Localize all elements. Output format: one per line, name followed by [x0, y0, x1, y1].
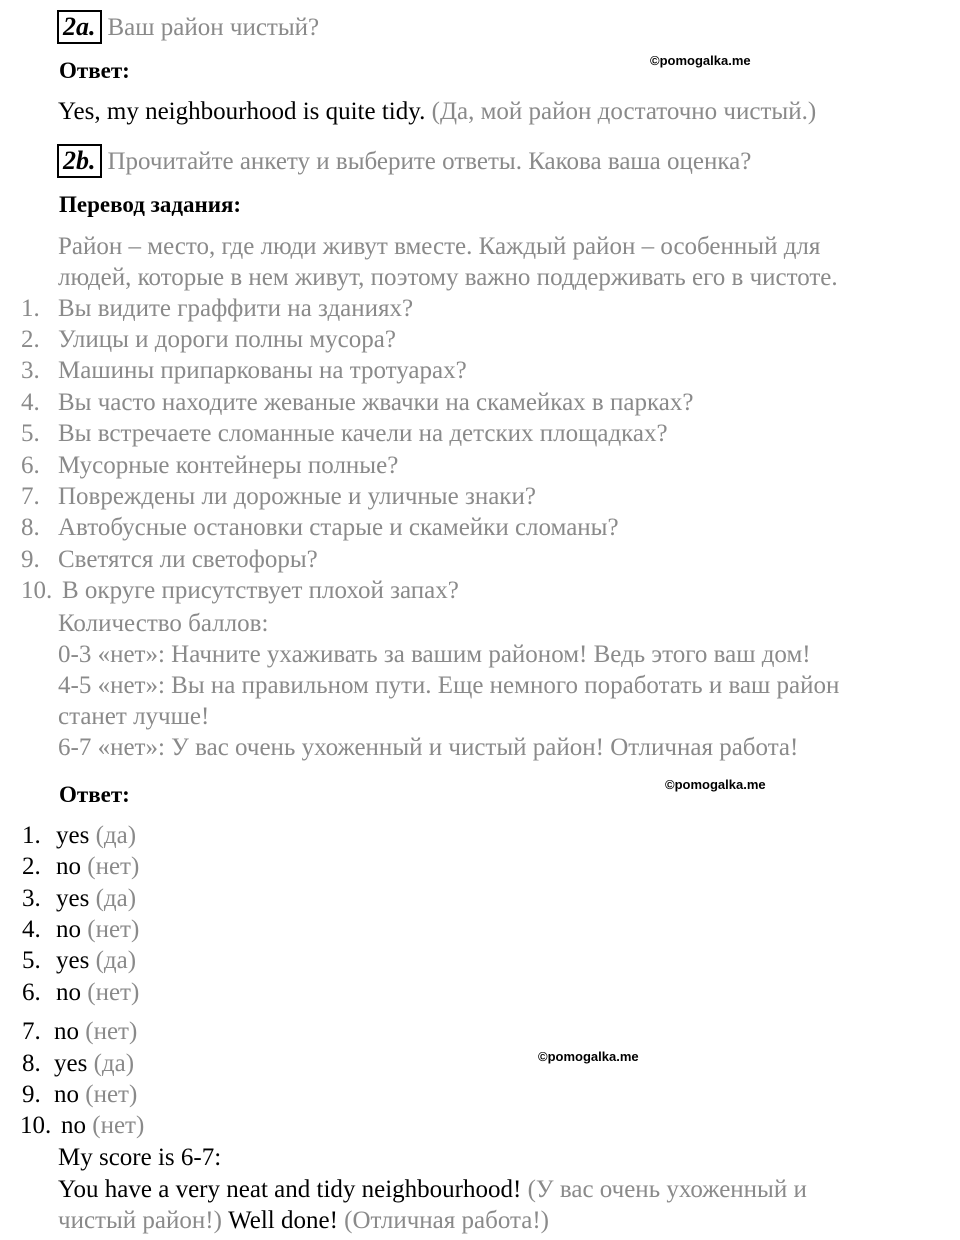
- score-0-3: 0-3 «нет»: Начните ухаживать за вашим районом! Ведь этого ваш дом!: [58, 641, 811, 668]
- final-line-2: [58, 1205, 549, 1236]
- answer-item: 3. yes (да): [22, 885, 137, 912]
- intro-line-2: людей, которые в нем живут, поэтому важно поддерживать его в чистоте.: [58, 264, 838, 291]
- answer-item: 6. no (нет): [22, 979, 140, 1006]
- answer-2a-russian: (Да, мой район достаточно чистый.): [431, 98, 817, 125]
- question-item: 5. Вы встречаете сломанные качели на детских площадках?: [21, 420, 668, 447]
- question-item: 2. Улицы и дороги полны мусора?: [21, 326, 396, 353]
- translation-label: Перевод задания:: [59, 192, 242, 217]
- score-6-7: 6-7 «нет»: У вас очень ухоженный и чистый район! Отличная работа!: [58, 734, 799, 761]
- score-4-5-line-1: 4-5 «нет»: Вы на правильном пути. Еще немного поработать и ваш район: [58, 672, 840, 699]
- final-line-1: [58, 1174, 807, 1205]
- answer-item: 4. no (нет): [22, 916, 140, 943]
- final-russian-3: (Отличная работа!): [344, 1207, 549, 1234]
- answer-label-2b: Ответ:: [59, 782, 130, 807]
- question-item: 1. Вы видите граффити на зданиях?: [21, 295, 414, 322]
- question-item: 9. Светятся ли светофоры?: [21, 546, 318, 573]
- final-english-1: You have a very neat and tidy neighbourhood!: [58, 1176, 522, 1203]
- watermark: ©pomogalka.me: [650, 53, 751, 68]
- answer-item: 2. no (нет): [22, 853, 140, 880]
- task-2b-header: [57, 144, 751, 178]
- question-item: 7. Повреждены ли дорожные и уличные знаки?: [21, 483, 536, 510]
- score-line: My score is 6-7:: [58, 1144, 222, 1171]
- intro-line-1: Район – место, где люди живут вместе. Каждый район – особенный для: [58, 233, 821, 260]
- question-item: 3. Машины припаркованы на тротуарах?: [21, 357, 467, 384]
- task-2a-question: Ваш район чистый?: [107, 14, 320, 41]
- answer-item: 7. no (нет): [22, 1018, 138, 1045]
- question-item: 8. Автобусные остановки старые и скамейки сломаны?: [21, 514, 619, 541]
- task-2a-header: [57, 10, 319, 44]
- score-4-5-line-2: станет лучше!: [58, 703, 210, 730]
- task-2b-badge: 2b.: [57, 144, 102, 178]
- answer-item: 5. yes (да): [22, 947, 137, 974]
- task-2b-instruction: Прочитайте анкету и выберите ответы. Какова ваша оценка?: [107, 148, 752, 175]
- watermark: ©pomogalka.me: [538, 1049, 639, 1064]
- question-item: 4. Вы часто находите жеваные жвачки на скамейках в парках?: [21, 389, 694, 416]
- answer-item: 8. yes (да): [22, 1050, 135, 1077]
- question-item: 10. В округе присутствует плохой запах?: [21, 577, 459, 604]
- answer-2a-english: Yes, my neighbourhood is quite tidy.: [58, 98, 426, 125]
- final-russian-1: (У вас очень ухоженный и: [527, 1176, 807, 1203]
- answer-item: 9. no (нет): [22, 1081, 138, 1108]
- score-title: Количество баллов:: [58, 610, 269, 637]
- final-english-2: Well done!: [228, 1207, 338, 1234]
- answer-label-2a: Ответ:: [59, 58, 130, 83]
- task-2a-badge: 2a.: [57, 10, 102, 44]
- answer-item: 10. no (нет): [20, 1112, 145, 1139]
- final-russian-2: чистый район!): [58, 1207, 222, 1234]
- answer-item: 1. yes (да): [22, 822, 137, 849]
- question-item: 6. Мусорные контейнеры полные?: [21, 452, 399, 479]
- answer-2a: [58, 96, 816, 127]
- watermark: ©pomogalka.me: [665, 777, 766, 792]
